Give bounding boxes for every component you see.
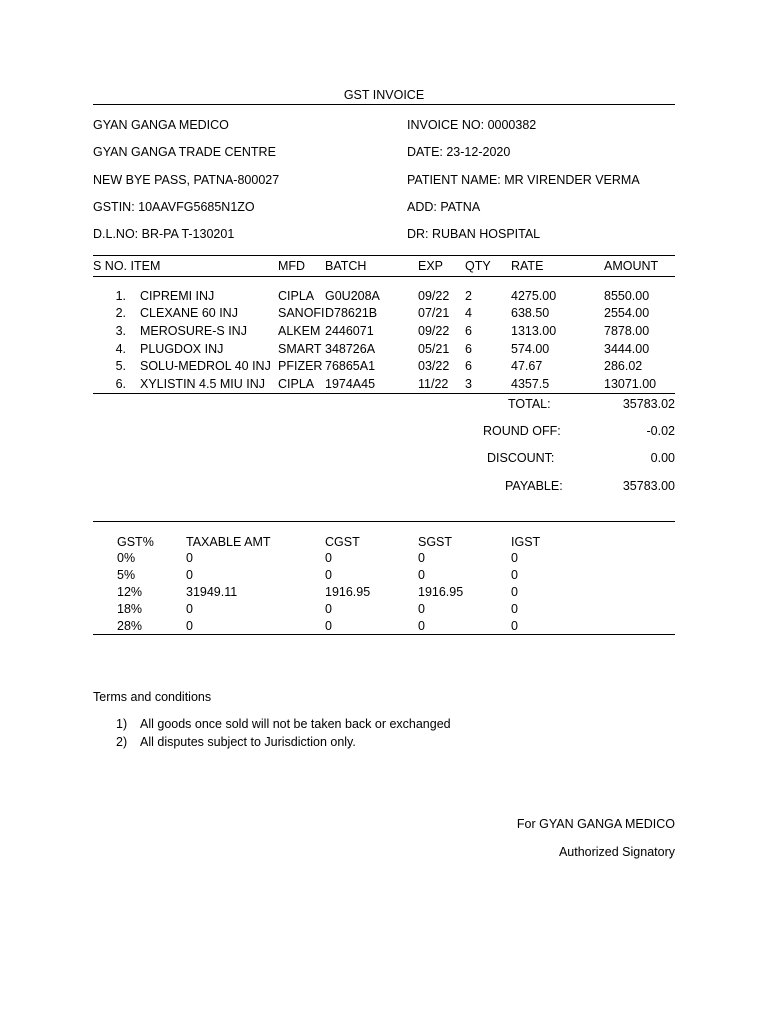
gst-col-header-cgst: CGST	[325, 535, 360, 549]
terms-heading: Terms and conditions	[93, 690, 212, 704]
discount-label: DISCOUNT:	[487, 451, 555, 465]
gst-sgst: 0	[418, 551, 425, 565]
invoice-title: GST INVOICE	[343, 88, 425, 102]
term-text: All disputes subject to Jurisdiction only.	[140, 735, 356, 749]
title-divider	[93, 104, 675, 105]
gst-cgst: 0	[325, 619, 332, 633]
gst-taxable: 0	[186, 551, 193, 565]
authorized-signatory: Authorized Signatory	[558, 845, 675, 859]
item-amount: 2554.00	[604, 306, 650, 320]
item-name: CLEXANE 60 INJ	[140, 306, 238, 320]
gst-taxable: 0	[186, 602, 193, 616]
item-qty: 6	[465, 324, 472, 338]
item-amount: 7878.00	[604, 324, 650, 338]
total-value: 35783.02	[622, 397, 675, 411]
item-exp: 03/22	[418, 359, 450, 373]
gst-col-header-rate: GST%	[117, 535, 154, 549]
item-name: CIPREMI INJ	[140, 289, 215, 303]
patient-name: PATIENT NAME: MR VIRENDER VERMA	[407, 173, 640, 187]
col-header-qty: QTY	[465, 259, 491, 273]
gst-rate: 12%	[117, 585, 143, 599]
item-exp: 05/21	[418, 342, 450, 356]
seller-name: GYAN GANGA MEDICO	[93, 118, 229, 132]
doctor-name: DR: RUBAN HOSPITAL	[407, 227, 541, 241]
gst-sgst: 1916.95	[418, 585, 464, 599]
gst-sgst: 0	[418, 602, 425, 616]
signature-for-line: For GYAN GANGA MEDICO	[516, 817, 675, 831]
item-sno: 6.	[115, 377, 126, 391]
gst-rate: 5%	[117, 568, 136, 582]
gst-col-header-igst: IGST	[511, 535, 541, 549]
item-batch: 76865A1	[325, 359, 376, 373]
item-rate: 638.50	[511, 306, 550, 320]
item-rate: 4357.5	[511, 377, 550, 391]
item-mfd: SANOFI	[278, 306, 325, 320]
item-name: XYLISTIN 4.5 MIU INJ	[140, 377, 266, 391]
gst-igst: 0	[511, 602, 518, 616]
gst-rate: 0%	[117, 551, 136, 565]
invoice-number: INVOICE NO: 0000382	[407, 118, 537, 132]
item-mfd: SMART	[278, 342, 322, 356]
payable-value: 35783.00	[622, 479, 675, 493]
item-mfd: CIPLA	[278, 289, 315, 303]
payable-label: PAYABLE:	[505, 479, 563, 493]
col-header-batch: BATCH	[325, 259, 367, 273]
col-header-amount: AMOUNT	[604, 259, 659, 273]
item-batch: G0U208A	[325, 289, 380, 303]
gst-igst: 0	[511, 568, 518, 582]
col-header-sno-item: S NO. ITEM	[93, 259, 161, 273]
items-header-top-rule	[93, 255, 675, 256]
item-amount: 286.02	[604, 359, 643, 373]
item-name: SOLU-MEDROL 40 INJ	[140, 359, 271, 373]
gst-cgst: 0	[325, 551, 332, 565]
item-exp: 11/22	[418, 377, 449, 391]
total-label: TOTAL:	[508, 397, 551, 411]
item-rate: 4275.00	[511, 289, 557, 303]
item-mfd: CIPLA	[278, 377, 315, 391]
item-qty: 6	[465, 342, 472, 356]
item-sno: 5.	[115, 359, 126, 373]
items-header-bottom-rule	[93, 276, 675, 277]
item-batch: 2446071	[325, 324, 374, 338]
item-exp: 07/21	[418, 306, 450, 320]
seller-gstin: GSTIN: 10AAVFG5685N1ZO	[93, 200, 255, 214]
item-sno: 4.	[115, 342, 126, 356]
gst-igst: 0	[511, 619, 518, 633]
seller-address-line2: NEW BYE PASS, PATNA-800027	[93, 173, 280, 187]
item-name: PLUGDOX INJ	[140, 342, 224, 356]
item-exp: 09/22	[418, 289, 450, 303]
item-sno: 1.	[115, 289, 126, 303]
item-rate: 574.00	[511, 342, 550, 356]
gst-taxable: 0	[186, 568, 193, 582]
item-exp: 09/22	[418, 324, 450, 338]
round-off-value: -0.02	[646, 424, 675, 438]
item-batch: 348726A	[325, 342, 376, 356]
item-amount: 8550.00	[604, 289, 650, 303]
round-off-label: ROUND OFF:	[483, 424, 561, 438]
gst-taxable: 31949.11	[186, 585, 238, 599]
gst-bottom-rule	[93, 634, 675, 635]
seller-dl-number: D.L.NO: BR-PA T-130201	[93, 227, 235, 241]
term-number: 2)	[116, 735, 128, 749]
item-qty: 2	[465, 289, 472, 303]
gst-col-header-taxable: TAXABLE AMT	[186, 535, 271, 549]
item-name: MEROSURE-S INJ	[140, 324, 247, 338]
gst-rate: 28%	[117, 619, 143, 633]
gst-col-header-sgst: SGST	[418, 535, 453, 549]
gst-sgst: 0	[418, 568, 425, 582]
gst-rate: 18%	[117, 602, 143, 616]
gst-igst: 0	[511, 585, 518, 599]
gst-igst: 0	[511, 551, 518, 565]
item-mfd: ALKEM	[278, 324, 321, 338]
invoice-date: DATE: 23-12-2020	[407, 145, 511, 159]
item-batch: D78621B	[325, 306, 378, 320]
col-header-mfd: MFD	[278, 259, 306, 273]
gst-cgst: 0	[325, 602, 332, 616]
discount-value: 0.00	[650, 451, 675, 465]
gst-cgst: 1916.95	[325, 585, 371, 599]
seller-address-line1: GYAN GANGA TRADE CENTRE	[93, 145, 276, 159]
term-text: All goods once sold will not be taken back or exchanged	[140, 717, 451, 731]
item-amount: 13071.00	[604, 377, 657, 391]
item-mfd: PFIZER	[278, 359, 323, 373]
item-sno: 2.	[115, 306, 126, 320]
items-bottom-rule	[93, 393, 675, 394]
item-rate: 1313.00	[511, 324, 557, 338]
item-amount: 3444.00	[604, 342, 650, 356]
item-qty: 6	[465, 359, 472, 373]
item-rate: 47.67	[511, 359, 543, 373]
col-header-exp: EXP	[418, 259, 444, 273]
item-qty: 4	[465, 306, 472, 320]
gst-sgst: 0	[418, 619, 425, 633]
term-number: 1)	[116, 717, 128, 731]
gst-taxable: 0	[186, 619, 193, 633]
item-batch: 1974A45	[325, 377, 376, 391]
gst-top-rule	[93, 521, 675, 522]
col-header-rate: RATE	[511, 259, 544, 273]
gst-cgst: 0	[325, 568, 332, 582]
patient-address: ADD: PATNA	[407, 200, 481, 214]
item-qty: 3	[465, 377, 472, 391]
item-sno: 3.	[115, 324, 126, 338]
